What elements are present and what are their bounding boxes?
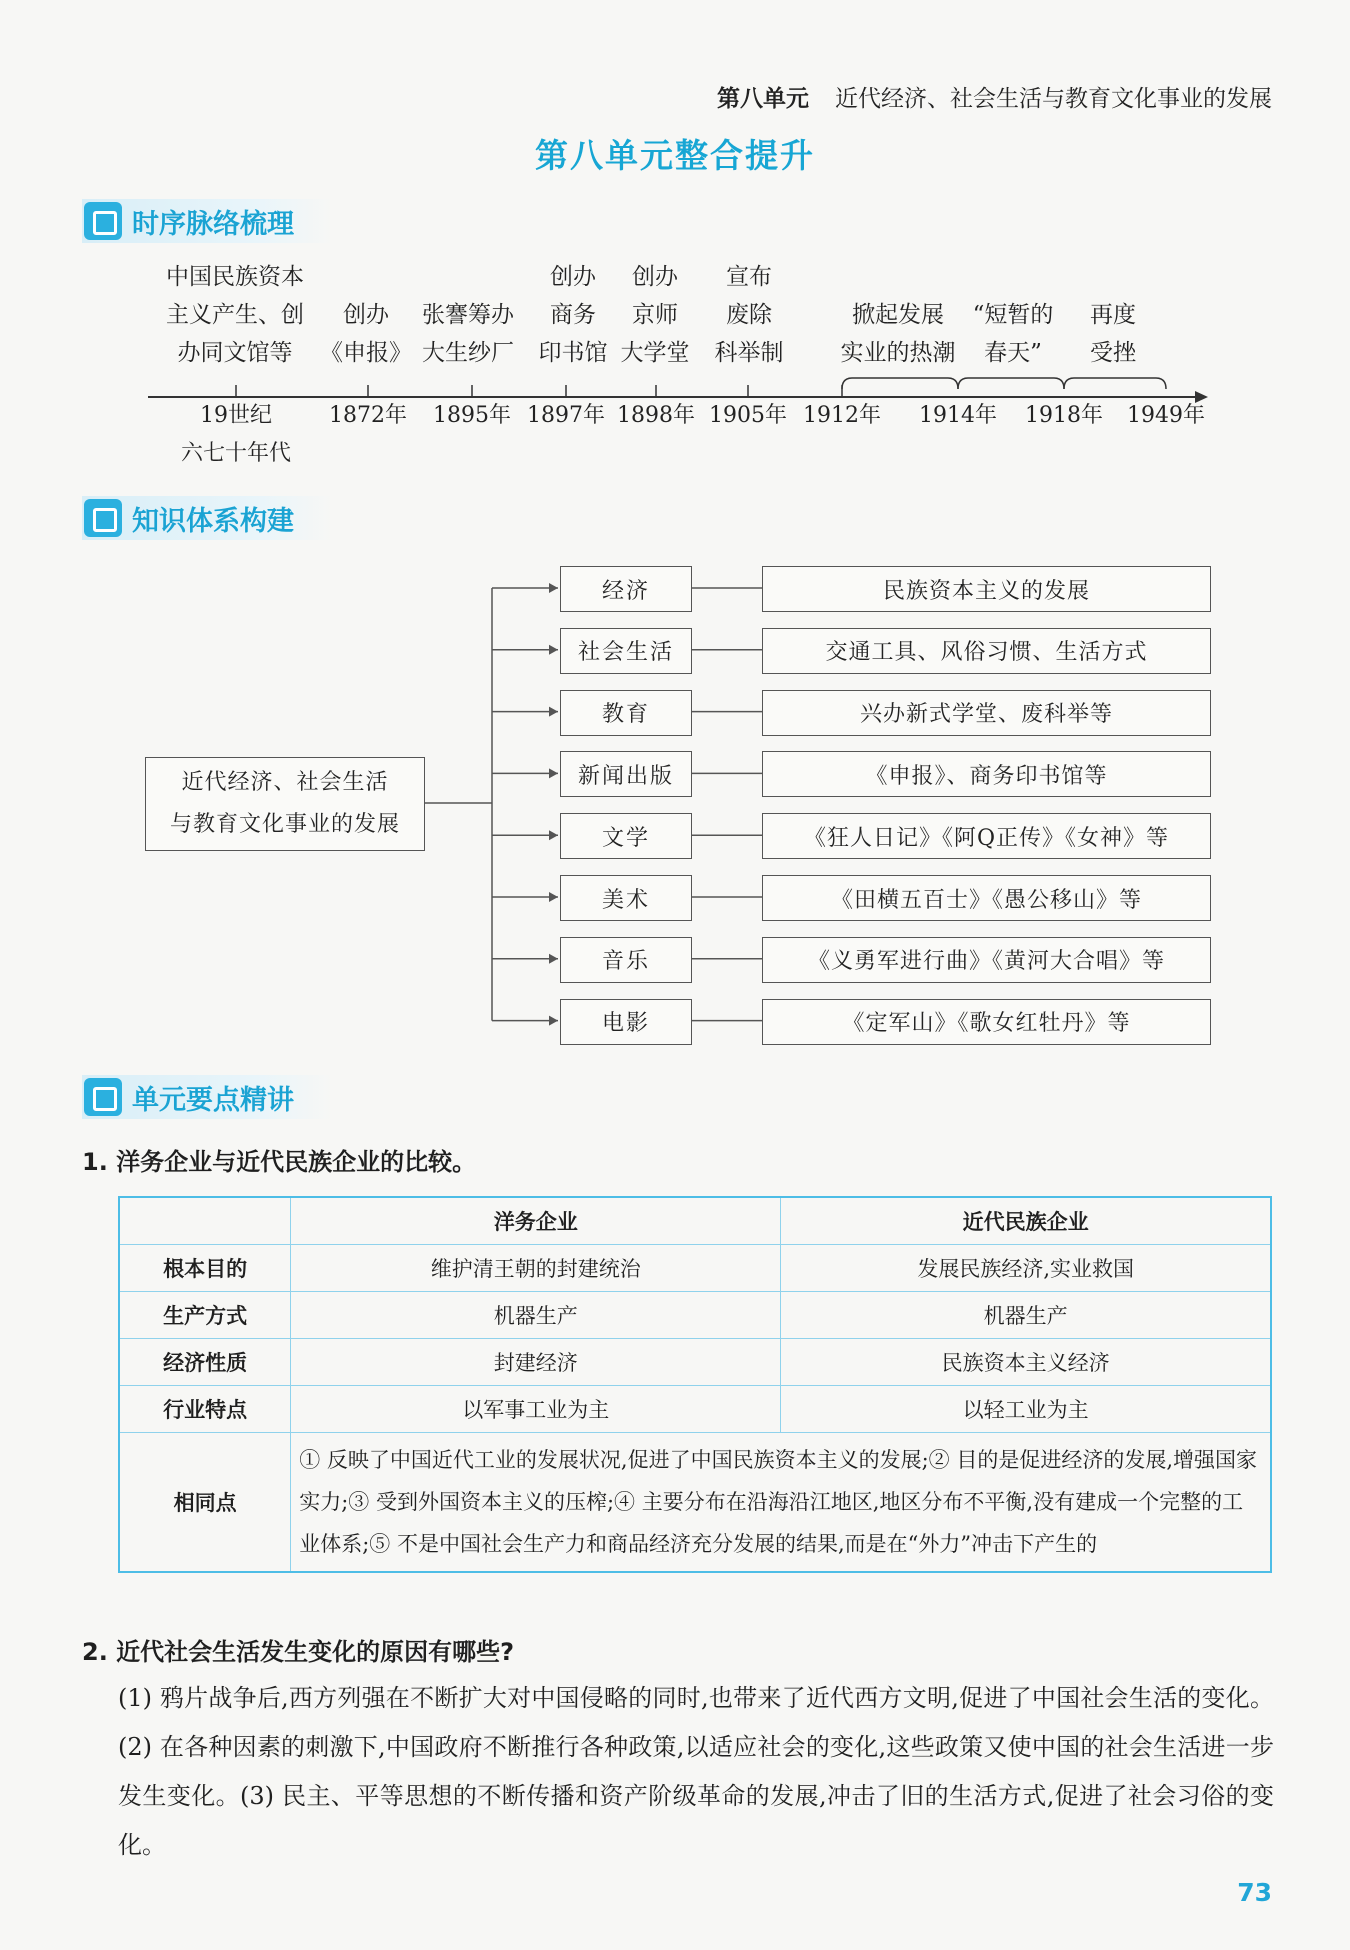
timeline-bracket — [842, 378, 958, 389]
timeline-date: 1949年 — [1127, 403, 1205, 428]
timeline-ticks — [236, 385, 842, 397]
table-row-head: 经济性质 — [119, 1339, 291, 1386]
concept-branch-detail: 《义勇军进行曲》《黄河大合唱》等 — [762, 937, 1211, 983]
concept-branch-detail: 《申报》、商务印书馆等 — [762, 751, 1211, 797]
timeline-date: 1872年 — [329, 403, 407, 428]
concept-branch-detail: 《狂人日记》《阿Q正传》《女神》等 — [762, 813, 1211, 859]
table-cell: 以轻工业为主 — [781, 1386, 1271, 1433]
question-1-title: 1. 洋务企业与近代民族企业的比较。 — [82, 1148, 477, 1176]
connector-arrow — [549, 830, 558, 840]
timeline-event: 再度 受挫 — [1090, 302, 1136, 366]
timeline-date: 1905年 — [709, 403, 787, 428]
concept-branch-detail: 《田横五百士》《愚公移山》等 — [762, 875, 1211, 921]
timeline-date: 1897年 — [527, 403, 605, 428]
table-row — [119, 1386, 1271, 1433]
timeline-event: 创办 《申报》 — [320, 302, 412, 366]
page-number: 73 — [1237, 1878, 1272, 1907]
concept-branch: 新闻出版 — [560, 751, 692, 797]
page-title: 第八单元整合提升 — [535, 136, 815, 175]
concept-branch-detail: 兴办新式学堂、废科举等 — [762, 690, 1211, 736]
connector-arrow — [549, 645, 558, 655]
concept-branch: 社会生活 — [560, 628, 692, 674]
table-row-head: 行业特点 — [119, 1386, 291, 1433]
timeline-event: 中国民族资本 主义产生、创 办同文馆等 — [166, 264, 304, 366]
table-header — [119, 1197, 291, 1245]
timeline-brackets — [842, 378, 1166, 389]
timeline-bracket — [1064, 378, 1166, 389]
timeline-date: 1914年 — [919, 403, 997, 428]
section-keypoints-heading — [82, 1075, 332, 1119]
concept-map-root: 近代经济、社会生活 与教育文化事业的发展 — [145, 757, 425, 851]
timeline-event: 掀起发展 实业的热潮 — [840, 302, 956, 366]
table-cell-same-text: ① 反映了中国近代工业的发展状况,促进了中国民族资本主义的发展;② 目的是促进经济的发展,增强国家实力;③ 受到外国资本主义的压榨;④ 主要分布在沿海沿江地区,地区分布不平衡,没有建成一个完整的工业体系;⑤ 不是中国社会生产力和商品经济充分发展的结果,而是在“外力”冲击下产生的 — [291, 1433, 1271, 1573]
timeline-event: 创办 京师 大学堂 — [620, 264, 690, 366]
question-2-title: 2. 近代社会生活发生变化的原因有哪些? — [82, 1638, 515, 1666]
concept-branch: 经济 — [560, 566, 692, 612]
table-cell: 以军事工业为主 — [291, 1386, 781, 1433]
table-row-head: 根本目的 — [119, 1245, 291, 1292]
link-icon — [84, 499, 122, 537]
concept-branch: 文学 — [560, 813, 692, 859]
table-cell: 机器生产 — [291, 1292, 781, 1339]
concept-branch: 美术 — [560, 875, 692, 921]
table-row — [119, 1245, 1271, 1292]
table-row — [119, 1339, 1271, 1386]
section-timeline-label: 时序脉络梳理 — [132, 208, 294, 240]
timeline-date: 1898年 — [617, 403, 695, 428]
header-title: 近代经济、社会生活与教育文化事业的发展 — [835, 86, 1272, 112]
table-row-same — [119, 1433, 1271, 1573]
table-cell: 发展民族经济,实业救国 — [781, 1245, 1271, 1292]
table-header: 近代民族企业 — [781, 1197, 1271, 1245]
timeline-date: 1895年 — [433, 403, 511, 428]
table-cell: 机器生产 — [781, 1292, 1271, 1339]
timeline-date-extra: 六七十年代 — [180, 441, 292, 466]
table-header-row — [119, 1197, 1271, 1245]
connector-arrow — [549, 954, 558, 964]
section-keypoints-label: 单元要点精讲 — [132, 1084, 294, 1116]
concept-branch: 教育 — [560, 690, 692, 736]
table-row-head: 生产方式 — [119, 1292, 291, 1339]
timeline-bracket — [958, 378, 1064, 389]
table-cell: 维护清王朝的封建统治 — [291, 1245, 781, 1292]
timeline-date: 19世纪 — [200, 403, 272, 428]
connector-arrow — [549, 892, 558, 902]
question-2-answer: (1) 鸦片战争后,西方列强在不断扩大对中国侵略的同时,也带来了近代西方文明,促进了中国社会生活的变化。(2) 在各种因素的刺激下,中国政府不断推行各种政策,以适应社会的变化,这些政策又使中国的社会生活进一步发生变化。(3) 民主、平等思想的不断传播和资产阶级革命的发展,冲击了旧的生活方式,促进了社会习俗的变化。 — [118, 1684, 1274, 1859]
concept-branch-detail: 民族资本主义的发展 — [762, 566, 1211, 612]
comparison-table — [118, 1196, 1272, 1573]
concept-branch: 音乐 — [560, 937, 692, 983]
timeline-event: 宣布 废除 科举制 — [714, 264, 784, 366]
connector-arrow — [549, 768, 558, 778]
connector-arrow — [549, 583, 558, 593]
timeline-event: 创办 商务 印书馆 — [538, 264, 608, 366]
table-cell: 民族资本主义经济 — [781, 1339, 1271, 1386]
timeline — [0, 0, 1350, 470]
concept-branch-detail: 《定军山》《歌女红牡丹》等 — [762, 999, 1211, 1045]
timeline-event: “短暂的 春天” — [972, 302, 1054, 366]
table-header: 洋务企业 — [291, 1197, 781, 1245]
concept-branch: 电影 — [560, 999, 692, 1045]
table-row — [119, 1292, 1271, 1339]
concept-branch-detail: 交通工具、风俗习惯、生活方式 — [762, 628, 1211, 674]
timeline-date: 1912年 — [803, 403, 881, 428]
table-row-head: 相同点 — [119, 1433, 291, 1573]
book-icon — [84, 1078, 122, 1116]
header-unit: 第八单元 — [717, 86, 809, 112]
timeline-date: 1918年 — [1025, 403, 1103, 428]
connector-arrow — [549, 707, 558, 717]
timeline-event: 张謇筹办 大生纱厂 — [422, 302, 514, 366]
section-structure-heading — [82, 496, 332, 540]
connector-arrow — [549, 1016, 558, 1026]
section-structure-label: 知识体系构建 — [132, 505, 294, 537]
table-cell: 封建经济 — [291, 1339, 781, 1386]
